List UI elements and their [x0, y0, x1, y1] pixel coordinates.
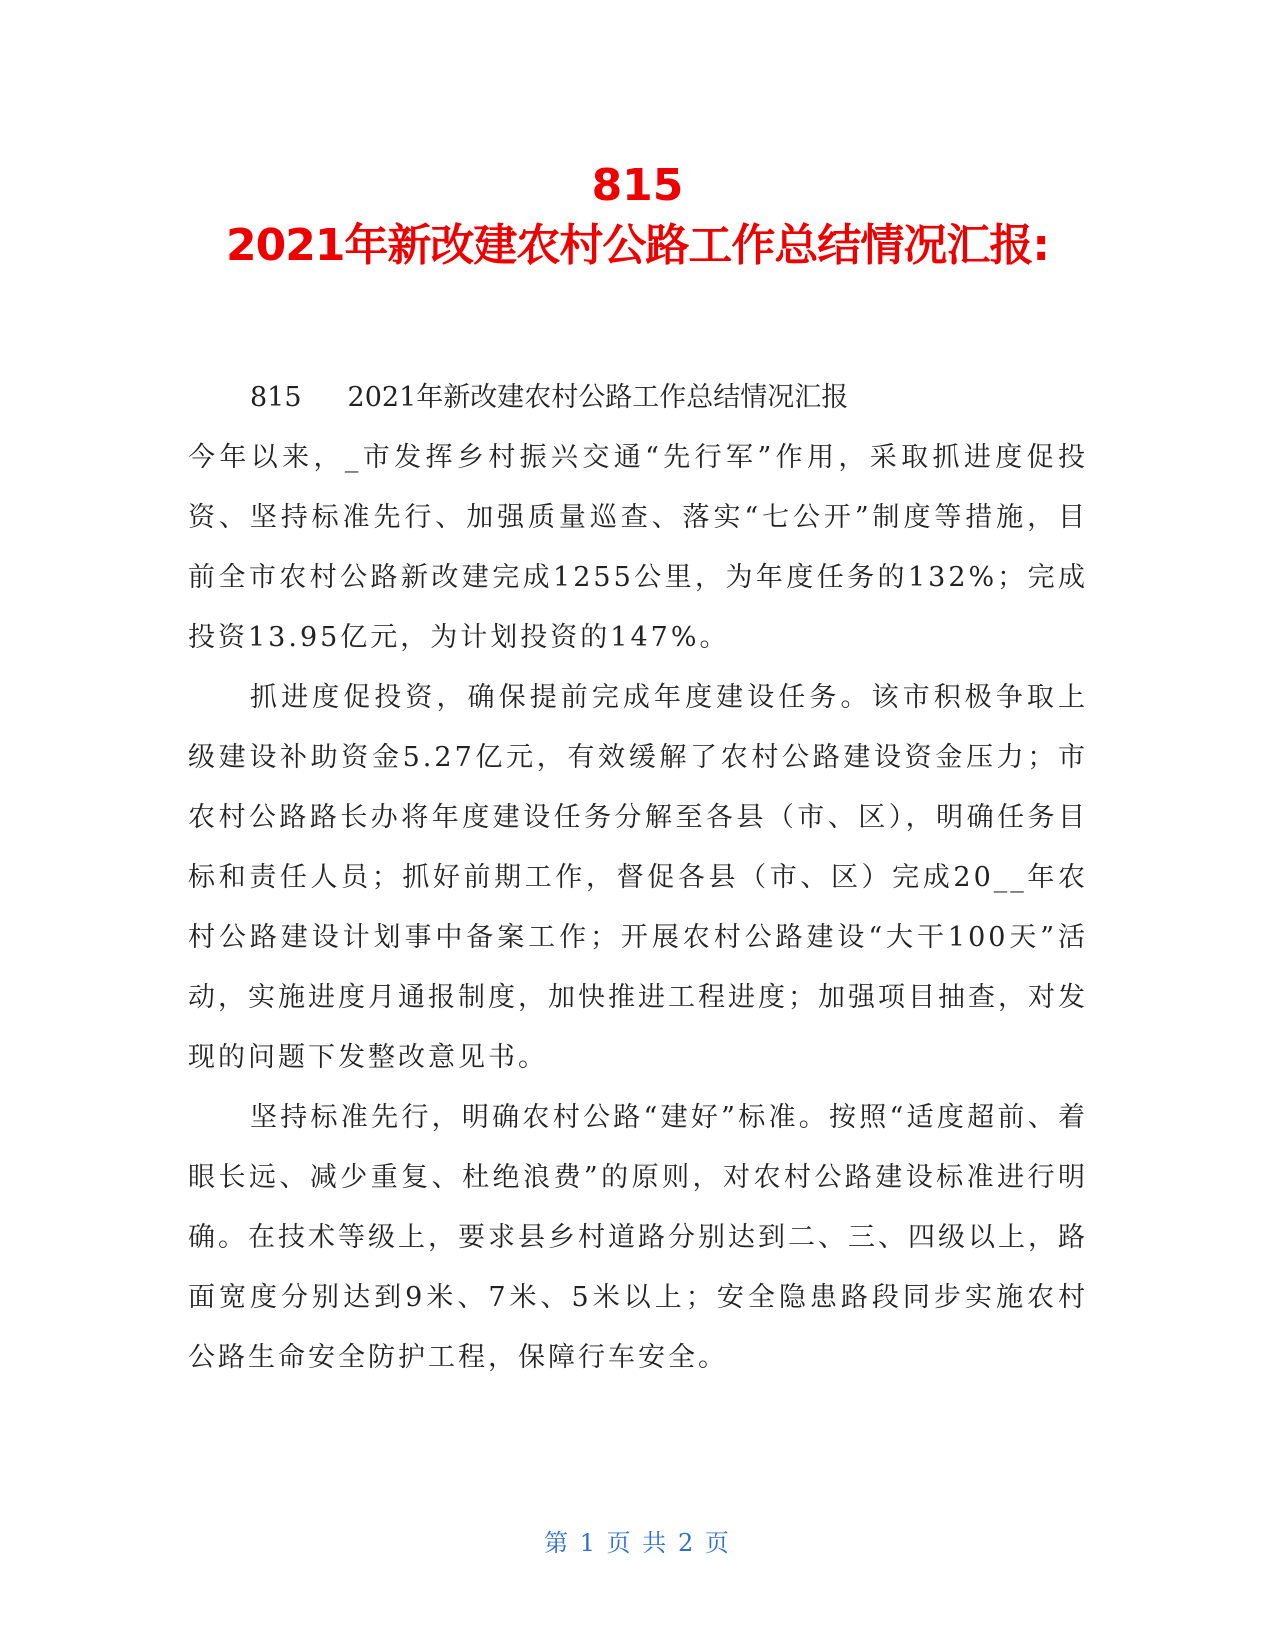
page-footer	[0, 1528, 1275, 1558]
subtitle-text: 2021年新改建农村公路工作总结情况汇报	[347, 382, 849, 413]
footer-current-page: 1	[579, 1529, 598, 1557]
document-body	[188, 368, 1088, 1388]
footer-prefix: 第	[544, 1529, 571, 1557]
footer-suffix: 页	[704, 1529, 731, 1557]
subtitle-line	[188, 368, 1088, 428]
footer-mid: 页 共	[606, 1529, 669, 1557]
paragraph-intro: 今年以来，_市发挥乡村振兴交通“先行军”作用，采取抓进度促投资、坚持标准先行、加强质量巡查、落实“七公开”制度等措施，目前全市农村公路新改建完成1255公里，为年度任务的132%；完成投资13.95亿元，为计划投资的147%。	[188, 442, 1088, 653]
paragraph-standards: 坚持标准先行，明确农村公路“建好”标准。按照“适度超前、着眼长远、减少重复、杜绝浪费”的原则，对农村公路建设标准进行明确。在技术等级上，要求县乡村道路分别达到二、三、四级以上，路面宽度分别达到9米、7米、5米以上；安全隐患路段同步实施农村公路生命安全防护工程，保障行车安全。	[188, 1102, 1088, 1373]
document-title: 2021年新改建农村公路工作总结情况汇报:	[225, 220, 1050, 271]
subtitle-number: 815	[250, 382, 302, 413]
paragraph-progress: 抓进度促投资，确保提前完成年度建设任务。该市积极争取上级建设补助资金5.27亿元，有效缓解了农村公路建设资金压力；市农村公路路长办将年度建设任务分解至各县（市、区），明确任务目标和责任人员；抓好前期工作，督促各县（市、区）完成20__年农村公路建设计划事中备案工作；开展农村公路建设“大干100天”活动，实施进度月通报制度，加快推进工程进度；加强项目抽查，对发现的问题下发整改意见书。	[188, 682, 1088, 1073]
footer-total-pages: 2	[677, 1529, 696, 1557]
document-title-number: 815	[591, 160, 684, 211]
